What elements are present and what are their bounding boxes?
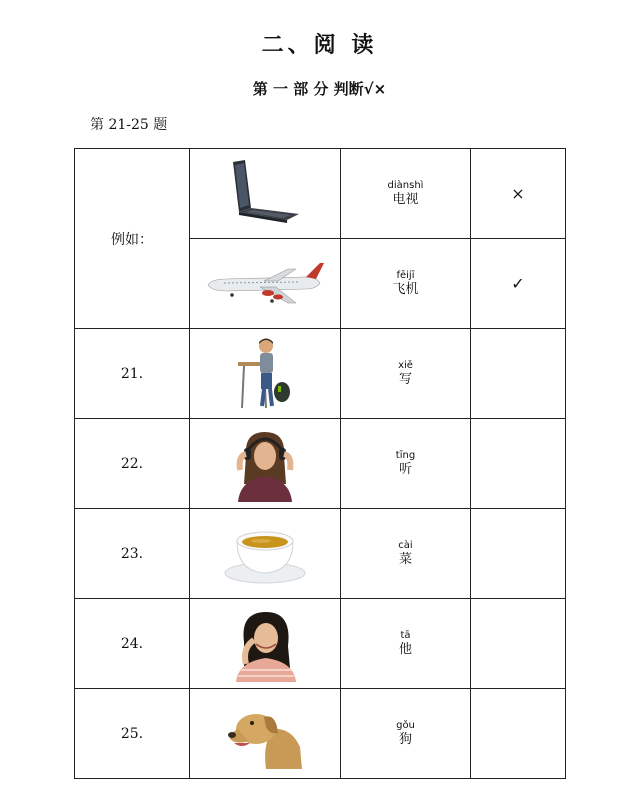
- hanzi: 他: [398, 641, 412, 657]
- hanzi: 飞机: [392, 281, 419, 297]
- question-number: 23.: [75, 509, 190, 599]
- laptop-image: [225, 158, 305, 230]
- section-title: 二、阅 读: [261, 33, 378, 58]
- answer-cell[interactable]: [471, 689, 566, 779]
- pinyin: cài: [398, 539, 413, 551]
- question-number: 24.: [75, 599, 190, 689]
- pinyin: tā: [400, 629, 411, 641]
- dog-image: [226, 699, 304, 769]
- word-cell: [341, 689, 471, 779]
- answer-cell[interactable]: [471, 509, 566, 599]
- word-cell: [341, 599, 471, 689]
- question-number: 22.: [75, 419, 190, 509]
- pinyin: diànshì: [387, 179, 424, 191]
- tea-cup-image: [223, 523, 307, 585]
- image-cell: [190, 419, 341, 509]
- question-table: [74, 148, 566, 779]
- question-number: 25.: [75, 689, 190, 779]
- answer-cell[interactable]: [471, 419, 566, 509]
- image-cell: [190, 329, 341, 419]
- hanzi: 听: [398, 461, 412, 477]
- word-cell: [341, 509, 471, 599]
- table-row: [75, 509, 566, 599]
- pinyin: gǒu: [396, 719, 415, 731]
- hanzi: 电视: [392, 191, 419, 207]
- answer-cell[interactable]: [471, 329, 566, 419]
- question-number: 21.: [75, 329, 190, 419]
- boy-writing-image: [230, 336, 300, 412]
- answer-cell[interactable]: [471, 599, 566, 689]
- hanzi: 写: [398, 371, 412, 387]
- word-cell: [341, 149, 471, 239]
- smiling-girl-image: [230, 606, 300, 682]
- question-range: 第 21-25 题: [90, 117, 168, 133]
- image-cell: [190, 689, 341, 779]
- airplane-image: [202, 259, 328, 309]
- hanzi: 狗: [398, 731, 412, 747]
- image-cell: [190, 239, 341, 329]
- table-row: [75, 689, 566, 779]
- pinyin: fēijī: [396, 269, 415, 281]
- pinyin: tīng: [395, 449, 416, 461]
- image-cell: [190, 599, 341, 689]
- word-cell: [341, 419, 471, 509]
- example-label: 例如：: [75, 149, 190, 329]
- part-subtitle: 第 一 部 分 判断√×: [252, 80, 387, 98]
- word-cell: [341, 329, 471, 419]
- mark-cell: ✓: [471, 239, 566, 329]
- image-cell: [190, 149, 341, 239]
- woman-headphones-image: [230, 426, 300, 502]
- word-cell: [341, 239, 471, 329]
- hanzi: 菜: [398, 551, 412, 567]
- pinyin: xiě: [398, 359, 413, 371]
- table-row: [75, 599, 566, 689]
- table-row: [75, 329, 566, 419]
- mark-cell: ×: [471, 149, 566, 239]
- table-row: [75, 419, 566, 509]
- table-row: [75, 149, 566, 239]
- image-cell: [190, 509, 341, 599]
